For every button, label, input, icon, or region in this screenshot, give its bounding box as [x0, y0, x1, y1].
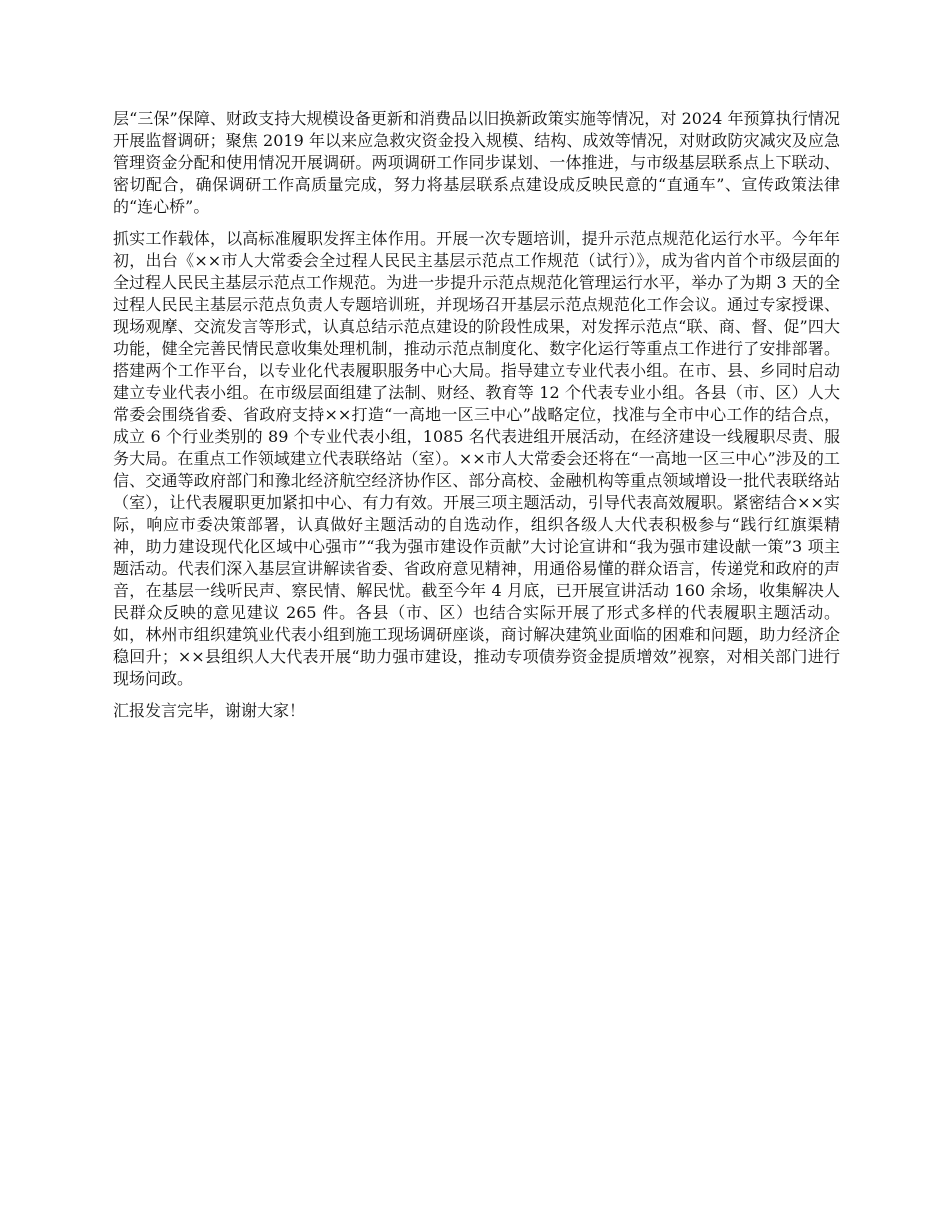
paragraph-survey-work: 层“三保”保障、财政支持大规模设备更新和消费品以旧换新政策实施等情况，对 2024 年预算执行情况开展监督调研；聚焦 2019 年以来应急救灾资金投入规模、结构、成效等情况，对财政防灾减灾及应急管理资金分配和使用情况开展调研。两项调研工作同步谋划、一体推进，与市级基层联系点上下联动、密切配合，确保调研工作高质量完成，努力将基层联系点建设成反映民意的“直通车”、宣传政策法律的“连心桥”。 [113, 109, 840, 216]
paragraph-closing: 汇报发言完毕，谢谢大家！ [113, 701, 306, 720]
paragraph-work-carrier: 抓实工作载体，以高标准履职发挥主体作用。开展一次专题培训，提升示范点规范化运行水平。今年年初，出台《××市人大常委会全过程人民民主基层示范点工作规范（试行）》，成为省内首个市级层面的全过程人民民主基层示范点工作规范。为进一步提升示范点规范化管理运行水平，举办了为期 3 天的全过程人民民主基层示范点负责人专题培训班，并现场召开基层示范点规范化工作会议。通过专家授课、现场观摩、交流发言等形式，认真总结示范点建设的阶段性成果，对发挥示范点“联、商、督、促”四大功能，健全完善民情民意收集处理机制，推动示范点制度化、数字化运行等重点工作进行了安排部署。搭建两个工作平台，以专业化代表履职服务中心大局。指导建立专业代表小组。在市、县、乡同时启动建立专业代表小组。在市级层面组建了法制、财经、教育等 12 个代表专业小组。各县（市、区）人大常委会围绕省委、省政府支持××打造“一高地一区三中心”战略定位，找准与全市中心工作的结合点，成立 6 个行业类别的 89 个专业代表小组，1085 名代表进组开展活动，在经济建设一线履职尽责、服务大局。在重点工作领域建立代表联络站（室）。××市人大常委会还将在“一高地一区三中心”涉及的工信、交通等政府部门和豫北经济航空经济协作区、部分高校、金融机构等重点领域增设一批代表联络站（室），让代表履职更加紧扣中心、有力有效。开展三项主题活动，引导代表高效履职。紧密结合××实际，响应市委决策部署，认真做好主题活动的自选动作，组织各级人大代表积极参与“践行红旗渠精神，助力建设现代化区域中心强市”“我为强市建设作贡献”大讨论宣讲和“我为强市建设献一策”3 项主题活动。代表们深入基层宣讲解读省委、省政府意见精神，用通俗易懂的群众语言，传递党和政府的声音，在基层一线听民声、察民情、解民忧。截至今年 4 月底，已开展宣讲活动 160 余场，收集解决人民群众反映的意见建议 265 件。各县（市、区）也结合实际开展了形式多样的代表履职主题活动。如，林州市组织建筑业代表小组到施工现场调研座谈，商讨解决建筑业面临的困难和问题，助力经济企稳回升；××县组织人大代表开展“助力强市建设，推动专项债券资金提质增效”视察，对相关部门进行现场问政。 [113, 229, 840, 688]
document-page [113, 108, 840, 732]
